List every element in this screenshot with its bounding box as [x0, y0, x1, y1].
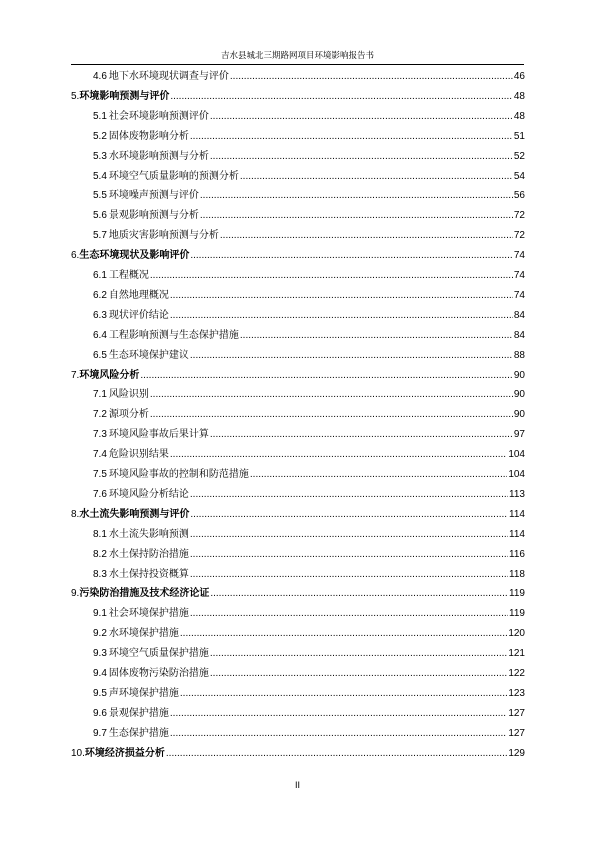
toc-entry-page: 74: [513, 289, 525, 301]
toc-entry-number: 7.4: [93, 449, 107, 461]
toc-entry-page: 74: [513, 250, 525, 262]
toc-entry-number: 7.1: [93, 389, 107, 401]
toc-entry-page: 90: [513, 369, 525, 381]
toc-section-link[interactable]: [93, 724, 525, 744]
toc-entry-title: 环境风险事故后果计算: [108, 429, 209, 441]
toc-entry-page: 51: [513, 130, 525, 142]
toc-entry-number: 9.4: [93, 668, 107, 679]
toc-dot-leader: [170, 724, 507, 744]
toc-chapter-link[interactable]: [71, 366, 525, 386]
toc-entry-title: 工程影响预测与生态保护措施: [108, 329, 239, 341]
toc-row: [0, 246, 595, 266]
toc-entry-number: 9.7: [93, 727, 107, 739]
header-divider: [71, 64, 524, 65]
toc-entry-page: 54: [513, 170, 525, 182]
toc-entry-number: 5.5: [93, 190, 107, 202]
toc-section-link[interactable]: [93, 664, 525, 684]
toc-section-link[interactable]: [93, 346, 525, 366]
toc-row: [0, 107, 595, 127]
toc-entry-page: 104: [508, 469, 525, 480]
toc-chapter-link[interactable]: [71, 505, 525, 525]
toc-row: [0, 167, 595, 187]
toc-section-link[interactable]: [93, 266, 525, 286]
toc-entry-page: 104: [508, 449, 525, 461]
toc-entry-page: 123: [508, 687, 525, 699]
toc-entry-page: 119: [509, 588, 525, 600]
toc-row: [0, 286, 595, 306]
toc-dot-leader: [210, 644, 507, 664]
toc-dot-leader: [150, 405, 513, 425]
toc-entry-number: 8.1: [93, 528, 107, 540]
toc-row: [0, 704, 595, 724]
toc-entry-title: 危险识别结果: [108, 449, 169, 461]
toc-entry-number: 6.: [71, 250, 80, 262]
toc-entry-page: 84: [513, 309, 525, 321]
toc-entry-number: 6.3: [93, 309, 107, 321]
toc-chapter-link[interactable]: [71, 584, 525, 604]
toc-entry-title: 固体废物影响分析: [108, 130, 189, 142]
toc-entry-number: 5.6: [93, 210, 107, 222]
toc-entry-page: 127: [508, 707, 525, 719]
toc-row: [0, 306, 595, 326]
toc-row: [0, 206, 595, 226]
toc-row: [0, 465, 595, 485]
toc-row: [0, 385, 595, 405]
toc-dot-leader: [190, 246, 513, 266]
toc-entry-page: 52: [513, 150, 525, 162]
toc-row: [0, 664, 595, 684]
toc-dot-leader: [190, 545, 508, 565]
toc-entry-page: 119: [509, 608, 525, 620]
toc-entry-title: 环境影响预测与评价: [79, 90, 170, 102]
toc-entry-title: 社会环境影响预测评价: [108, 110, 209, 122]
toc-dot-leader: [210, 147, 513, 167]
toc-entry-title: 环境噪声预测与评价: [108, 190, 199, 202]
page-number: II: [294, 780, 300, 790]
toc-chapter-link[interactable]: [71, 744, 525, 764]
toc-chapter-link[interactable]: [71, 246, 525, 266]
toc-row: [0, 545, 595, 565]
toc-dot-leader: [170, 87, 513, 107]
toc-dot-leader: [190, 346, 513, 366]
toc-entry-page: 72: [513, 210, 525, 222]
toc-entry-title: 环境空气质量保护措施: [108, 648, 209, 660]
toc-dot-leader: [210, 584, 508, 604]
toc-entry-number: 4.6: [93, 71, 107, 82]
toc-section-link[interactable]: [93, 565, 525, 585]
toc-section-link[interactable]: [93, 286, 525, 306]
toc-section-link[interactable]: [93, 644, 525, 664]
toc-row: [0, 604, 595, 624]
toc-entry-page: 114: [509, 528, 525, 540]
toc-entry-title: 风险识别: [108, 389, 149, 401]
toc-entry-page: 97: [513, 429, 525, 441]
toc-entry-page: 74: [513, 270, 525, 281]
toc-entry-number: 10.: [71, 747, 85, 759]
toc-section-link[interactable]: [93, 167, 525, 187]
toc-entry-page: 48: [513, 90, 525, 102]
toc-entry-number: 7.5: [93, 469, 107, 480]
toc-entry-title: 生态环境保护建议: [108, 349, 189, 361]
toc-section-link[interactable]: [93, 306, 525, 326]
toc-dot-leader: [190, 485, 508, 505]
toc-dot-leader: [240, 326, 513, 346]
toc-entry-title: 水土流失影响预测: [108, 528, 189, 540]
toc-entry-title: 社会环境保护措施: [108, 608, 189, 620]
toc-entry-page: 122: [508, 668, 525, 679]
toc-dot-leader: [190, 127, 513, 147]
toc-section-link[interactable]: [93, 684, 525, 704]
toc-entry-number: 9.1: [93, 608, 107, 620]
toc-row: [0, 226, 595, 246]
toc-row: [0, 326, 595, 346]
toc-entry-title: 源项分析: [108, 409, 149, 421]
toc-entry-title: 水土保持投资概算: [108, 568, 189, 580]
toc-entry-page: 113: [509, 488, 525, 500]
toc-entry-page: 90: [513, 389, 525, 401]
toc-entry-page: 116: [509, 548, 525, 560]
toc-dot-leader: [190, 525, 508, 545]
toc-entry-title: 生态保护措施: [108, 727, 169, 739]
toc-entry-page: 46: [513, 71, 525, 82]
toc-entry-number: 7.2: [93, 409, 107, 421]
toc-entry-page: 120: [508, 628, 525, 640]
toc-dot-leader: [250, 465, 507, 485]
toc-entry-title: 环境风险事故的控制和防范措施: [108, 469, 249, 480]
toc-entry-title: 环境风险分析: [79, 369, 140, 381]
toc-row: [0, 644, 595, 664]
toc-entry-title: 水环境保护措施: [108, 628, 179, 640]
toc-entry-page: 72: [513, 230, 525, 242]
toc-section-link[interactable]: [93, 67, 525, 87]
toc-entry-title: 水环境影响预测与分析: [108, 150, 209, 162]
toc-entry-page: 88: [513, 349, 525, 361]
toc-entry-number: 6.1: [93, 270, 107, 281]
toc-row: [0, 684, 595, 704]
toc-entry-page: 84: [513, 329, 525, 341]
toc-entry-title: 水土流失影响预测与评价: [79, 508, 190, 520]
toc-entry-title: 环境空气质量影响的预测分析: [108, 170, 239, 182]
toc-dot-leader: [180, 624, 507, 644]
toc-dot-leader: [210, 664, 507, 684]
toc-entry-title: 水土保持防治措施: [108, 548, 189, 560]
toc-entry-number: 5.1: [93, 110, 107, 122]
toc-entry-number: 6.2: [93, 289, 107, 301]
toc-row: [0, 565, 595, 585]
toc-entry-title: 地下水环境现状调查与评价: [108, 71, 229, 82]
toc-entry-page: 114: [509, 508, 525, 520]
toc-entry-title: 景观保护措施: [108, 707, 169, 719]
toc-entry-number: 8.2: [93, 548, 107, 560]
toc-section-link[interactable]: [93, 525, 525, 545]
toc-section-link[interactable]: [93, 326, 525, 346]
toc-entry-number: 9.3: [93, 648, 107, 660]
toc-entry-number: 9.2: [93, 628, 107, 640]
toc-section-link[interactable]: [93, 405, 525, 425]
toc-entry-title: 地质灾害影响预测与分析: [108, 230, 219, 242]
toc-dot-leader: [140, 366, 513, 386]
toc-row: [0, 724, 595, 744]
toc-section-link[interactable]: [93, 445, 525, 465]
toc-entry-number: 7.: [71, 369, 80, 381]
toc-section-link[interactable]: [93, 485, 525, 505]
toc-entry-title: 自然地理概况: [108, 289, 169, 301]
toc-row: [0, 67, 595, 87]
toc-section-link[interactable]: [93, 107, 525, 127]
running-header: 吉水县城北三期路网项目环境影响报告书: [220, 51, 374, 61]
toc-entry-number: 9.: [71, 588, 80, 600]
toc-row: [0, 485, 595, 505]
toc-entry-title: 生态环境现状及影响评价: [79, 250, 190, 262]
toc-entry-page: 121: [508, 648, 525, 660]
toc-row: [0, 127, 595, 147]
toc-dot-leader: [170, 286, 513, 306]
toc-entry-page: 129: [508, 747, 525, 759]
toc-entry-number: 8.3: [93, 568, 107, 580]
toc-entry-number: 6.5: [93, 349, 107, 361]
toc-row: [0, 584, 595, 604]
toc-row: [0, 87, 595, 107]
toc-row: [0, 405, 595, 425]
toc-dot-leader: [150, 385, 513, 405]
toc-dot-leader: [166, 744, 507, 764]
toc-dot-leader: [170, 445, 507, 465]
toc-section-link[interactable]: [93, 704, 525, 724]
toc-dot-leader: [190, 565, 508, 585]
toc-row: [0, 624, 595, 644]
toc-entry-number: 8.: [71, 508, 80, 520]
toc-section-link[interactable]: [93, 226, 525, 246]
toc-entry-number: 5.7: [93, 230, 107, 242]
toc-dot-leader: [200, 186, 513, 206]
toc-section-link[interactable]: [93, 465, 525, 485]
toc-row: [0, 525, 595, 545]
toc-entry-number: 6.4: [93, 329, 107, 341]
toc-section-link[interactable]: [93, 604, 525, 624]
toc-entry-title: 声环境保护措施: [108, 687, 179, 699]
toc-entry-page: 127: [508, 727, 525, 739]
toc-dot-leader: [200, 206, 513, 226]
toc-section-link[interactable]: [93, 206, 525, 226]
toc-section-link[interactable]: [93, 545, 525, 565]
toc-entry-title: 固体废物污染防治措施: [108, 668, 209, 679]
toc-dot-leader: [190, 505, 508, 525]
toc-entry-number: 7.3: [93, 429, 107, 441]
toc-entry-number: 5.4: [93, 170, 107, 182]
toc-row: [0, 346, 595, 366]
toc-dot-leader: [180, 684, 507, 704]
toc-section-link[interactable]: [93, 624, 525, 644]
toc-entry-title: 景观影响预测与分析: [108, 210, 199, 222]
toc-dot-leader: [210, 425, 513, 445]
toc-entry-title: 现状评价结论: [108, 309, 169, 321]
toc-section-link[interactable]: [93, 147, 525, 167]
toc-entry-page: 56: [513, 190, 525, 202]
toc-entry-title: 环境风险分析结论: [108, 488, 189, 500]
toc-dot-leader: [240, 167, 513, 187]
toc-entry-number: 5.: [71, 90, 80, 102]
toc-entry-number: 9.6: [93, 707, 107, 719]
toc-chapter-link[interactable]: [71, 87, 525, 107]
toc-row: [0, 366, 595, 386]
toc-entry-title: 工程概况: [108, 270, 149, 281]
toc-entry-title: 污染防治措施及技术经济论证: [79, 588, 210, 600]
toc-dot-leader: [170, 704, 507, 724]
toc-dot-leader: [210, 107, 513, 127]
toc-dot-leader: [230, 67, 513, 87]
toc-row: [0, 266, 595, 286]
toc-dot-leader: [170, 306, 513, 326]
toc-row: [0, 186, 595, 206]
toc-section-link[interactable]: [93, 425, 525, 445]
toc-row: [0, 425, 595, 445]
toc-entry-page: 90: [513, 409, 525, 421]
toc-entry-number: 7.6: [93, 488, 107, 500]
toc-dot-leader: [220, 226, 513, 246]
toc-entry-page: 48: [513, 110, 525, 122]
toc-entry-title: 环境经济损益分析: [84, 747, 165, 759]
toc-row: [0, 744, 595, 764]
toc-entry-number: 5.3: [93, 150, 107, 162]
toc-entry-number: 5.2: [93, 130, 107, 142]
toc-row: [0, 505, 595, 525]
toc-row: [0, 445, 595, 465]
toc-dot-leader: [150, 266, 513, 286]
toc-entry-page: 118: [509, 568, 525, 580]
toc-entry-number: 9.5: [93, 687, 107, 699]
toc-dot-leader: [190, 604, 508, 624]
toc-section-link[interactable]: [93, 127, 525, 147]
toc-section-link[interactable]: [93, 186, 525, 206]
toc-section-link[interactable]: [93, 385, 525, 405]
toc-row: [0, 147, 595, 167]
